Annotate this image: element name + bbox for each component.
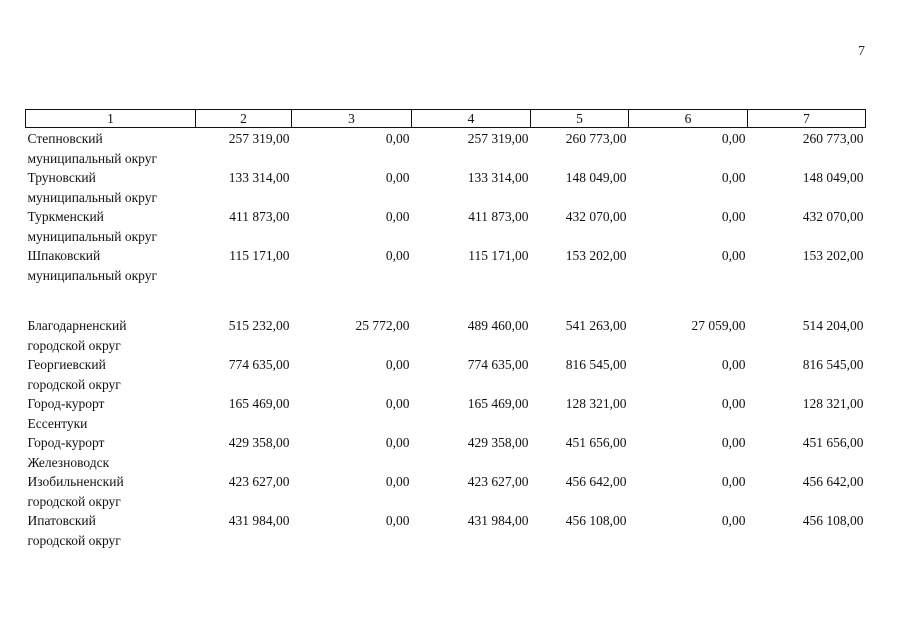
cell-col-7 [748, 511, 866, 550]
cell-value: 429 358,00 [467, 435, 529, 450]
row-name [26, 246, 196, 285]
cell-col-3 [292, 168, 412, 207]
cell-col-7 [748, 207, 866, 246]
name-line-1: Город-курорт [27, 435, 105, 450]
cell-value: 0,00 [721, 435, 746, 450]
row-name [26, 128, 196, 169]
cell-col-6 [629, 207, 748, 246]
page-number: 7 [858, 44, 865, 59]
cell-col-5 [531, 472, 629, 511]
cell-value: 0,00 [721, 131, 746, 146]
cell-value: 429 358,00 [228, 435, 290, 450]
cell-col-4 [412, 511, 531, 550]
cell-value: 816 545,00 [565, 357, 627, 372]
cell-col-7 [748, 168, 866, 207]
cell-col-2 [196, 316, 292, 355]
cell-value: 115 171,00 [468, 248, 529, 263]
name-line-2: муниципальный округ [27, 228, 157, 244]
cell-col-3 [292, 394, 412, 433]
cell-value: 431 984,00 [467, 513, 529, 528]
cell-value: 451 656,00 [802, 435, 864, 450]
cell-col-6 [629, 433, 748, 472]
cell-col-6 [629, 128, 748, 169]
name-line-1: Шпаковский [27, 248, 101, 263]
cell-value: 432 070,00 [802, 209, 864, 224]
cell-value: 0,00 [721, 170, 746, 185]
spacer-cell [26, 285, 866, 316]
row-name [26, 433, 196, 472]
name-line-1: Благодарненский [27, 318, 127, 333]
cell-value: 0,00 [385, 209, 410, 224]
cell-value: 0,00 [721, 357, 746, 372]
cell-value: 0,00 [721, 396, 746, 411]
cell-value: 153 202,00 [565, 248, 627, 263]
table-row [26, 168, 866, 207]
name-line-1: Ипатовский [27, 513, 96, 528]
cell-col-3 [292, 472, 412, 511]
cell-col-2 [196, 472, 292, 511]
cell-col-7 [748, 128, 866, 169]
cell-value: 260 773,00 [802, 131, 864, 146]
cell-value: 0,00 [385, 435, 410, 450]
cell-col-4 [412, 246, 531, 285]
cell-col-2 [196, 246, 292, 285]
cell-col-5 [531, 207, 629, 246]
cell-value: 0,00 [721, 248, 746, 263]
table-row [26, 472, 866, 511]
cell-col-5 [531, 246, 629, 285]
cell-value: 456 108,00 [565, 513, 627, 528]
cell-col-6 [629, 511, 748, 550]
row-name [26, 207, 196, 246]
cell-value: 423 627,00 [228, 474, 290, 489]
table-header [26, 110, 866, 128]
cell-value: 148 049,00 [565, 170, 627, 185]
cell-value: 456 642,00 [802, 474, 864, 489]
header-row [26, 110, 866, 128]
cell-value: 27 059,00 [691, 318, 746, 333]
cell-value: 260 773,00 [565, 131, 627, 146]
table-row [26, 128, 866, 169]
cell-col-2 [196, 128, 292, 169]
cell-value: 128 321,00 [565, 396, 627, 411]
name-line-2: городской округ [27, 337, 121, 353]
cell-col-6 [629, 355, 748, 394]
cell-col-3 [292, 433, 412, 472]
name-line-1: Город-курорт [27, 396, 105, 411]
cell-col-3 [292, 246, 412, 285]
header-col-6: 6 [629, 110, 748, 128]
cell-col-4 [412, 472, 531, 511]
cell-value: 774 635,00 [228, 357, 290, 372]
cell-col-7 [748, 246, 866, 285]
cell-value: 0,00 [385, 357, 410, 372]
cell-value: 774 635,00 [467, 357, 529, 372]
cell-col-4 [412, 168, 531, 207]
table-row [26, 316, 866, 355]
cell-value: 489 460,00 [467, 318, 529, 333]
cell-col-4 [412, 128, 531, 169]
cell-value: 0,00 [385, 170, 410, 185]
name-line-1: Изобильненский [27, 474, 124, 489]
cell-value: 128 321,00 [802, 396, 864, 411]
cell-value: 423 627,00 [467, 474, 529, 489]
cell-col-3 [292, 316, 412, 355]
name-line-2: городской округ [27, 532, 121, 548]
table-row [26, 207, 866, 246]
name-line-1: Труновский [27, 170, 96, 185]
name-line-1: Георгиевский [27, 357, 106, 372]
cell-col-2 [196, 394, 292, 433]
cell-value: 541 263,00 [565, 318, 627, 333]
cell-col-5 [531, 433, 629, 472]
cell-value: 0,00 [385, 396, 410, 411]
cell-col-5 [531, 355, 629, 394]
cell-col-6 [629, 394, 748, 433]
cell-col-7 [748, 433, 866, 472]
table-row [26, 355, 866, 394]
cell-value: 133 314,00 [228, 170, 290, 185]
name-line-2: муниципальный округ [27, 189, 157, 205]
cell-value: 148 049,00 [802, 170, 864, 185]
cell-value: 816 545,00 [802, 357, 864, 372]
header-col-2: 2 [196, 110, 292, 128]
cell-col-2 [196, 207, 292, 246]
cell-value: 456 108,00 [802, 513, 864, 528]
cell-value: 0,00 [385, 248, 410, 263]
cell-value: 0,00 [721, 474, 746, 489]
header-col-3: 3 [292, 110, 412, 128]
spacer-row [26, 285, 866, 316]
row-name [26, 472, 196, 511]
cell-value: 0,00 [721, 209, 746, 224]
cell-value: 456 642,00 [565, 474, 627, 489]
cell-col-6 [629, 316, 748, 355]
budget-table [25, 109, 866, 550]
name-line-2: Железноводск [27, 454, 110, 470]
table-row [26, 394, 866, 433]
cell-value: 431 984,00 [228, 513, 290, 528]
header-col-5: 5 [531, 110, 629, 128]
cell-value: 257 319,00 [228, 131, 290, 146]
cell-col-3 [292, 511, 412, 550]
cell-col-4 [412, 394, 531, 433]
row-name [26, 355, 196, 394]
cell-value: 451 656,00 [565, 435, 627, 450]
table-row [26, 433, 866, 472]
header-col-7: 7 [748, 110, 866, 128]
cell-value: 411 873,00 [229, 209, 290, 224]
cell-col-2 [196, 355, 292, 394]
cell-value: 25 772,00 [355, 318, 410, 333]
cell-col-5 [531, 168, 629, 207]
row-name [26, 168, 196, 207]
row-name [26, 511, 196, 550]
cell-value: 0,00 [385, 474, 410, 489]
cell-col-5 [531, 394, 629, 433]
cell-value: 0,00 [385, 513, 410, 528]
cell-col-7 [748, 355, 866, 394]
header-col-1: 1 [26, 110, 196, 128]
cell-col-4 [412, 433, 531, 472]
cell-col-2 [196, 433, 292, 472]
cell-col-3 [292, 355, 412, 394]
name-line-1: Степновский [27, 131, 103, 146]
cell-col-6 [629, 246, 748, 285]
name-line-2: муниципальный округ [27, 267, 157, 283]
cell-value: 0,00 [385, 131, 410, 146]
cell-col-3 [292, 207, 412, 246]
name-line-2: городской округ [27, 493, 121, 509]
cell-col-6 [629, 472, 748, 511]
cell-col-5 [531, 316, 629, 355]
cell-value: 165 469,00 [467, 396, 529, 411]
name-line-1: Туркменский [27, 209, 104, 224]
cell-col-6 [629, 168, 748, 207]
cell-value: 0,00 [721, 513, 746, 528]
cell-value: 432 070,00 [565, 209, 627, 224]
cell-value: 153 202,00 [802, 248, 864, 263]
cell-col-7 [748, 472, 866, 511]
cell-col-5 [531, 511, 629, 550]
cell-col-2 [196, 511, 292, 550]
cell-value: 515 232,00 [228, 318, 290, 333]
table-row [26, 246, 866, 285]
cell-value: 115 171,00 [229, 248, 290, 263]
row-name [26, 316, 196, 355]
table-row [26, 511, 866, 550]
cell-col-7 [748, 394, 866, 433]
name-line-2: муниципальный округ [27, 150, 157, 166]
cell-value: 165 469,00 [228, 396, 290, 411]
cell-value: 133 314,00 [467, 170, 529, 185]
cell-col-2 [196, 168, 292, 207]
cell-col-7 [748, 316, 866, 355]
cell-col-5 [531, 128, 629, 169]
cell-value: 411 873,00 [468, 209, 529, 224]
cell-col-4 [412, 207, 531, 246]
name-line-2: Ессентуки [27, 415, 88, 431]
name-line-2: городской округ [27, 376, 121, 392]
header-col-4: 4 [412, 110, 531, 128]
cell-col-4 [412, 316, 531, 355]
cell-col-4 [412, 355, 531, 394]
cell-value: 257 319,00 [467, 131, 529, 146]
cell-col-3 [292, 128, 412, 169]
cell-value: 514 204,00 [802, 318, 864, 333]
row-name [26, 394, 196, 433]
